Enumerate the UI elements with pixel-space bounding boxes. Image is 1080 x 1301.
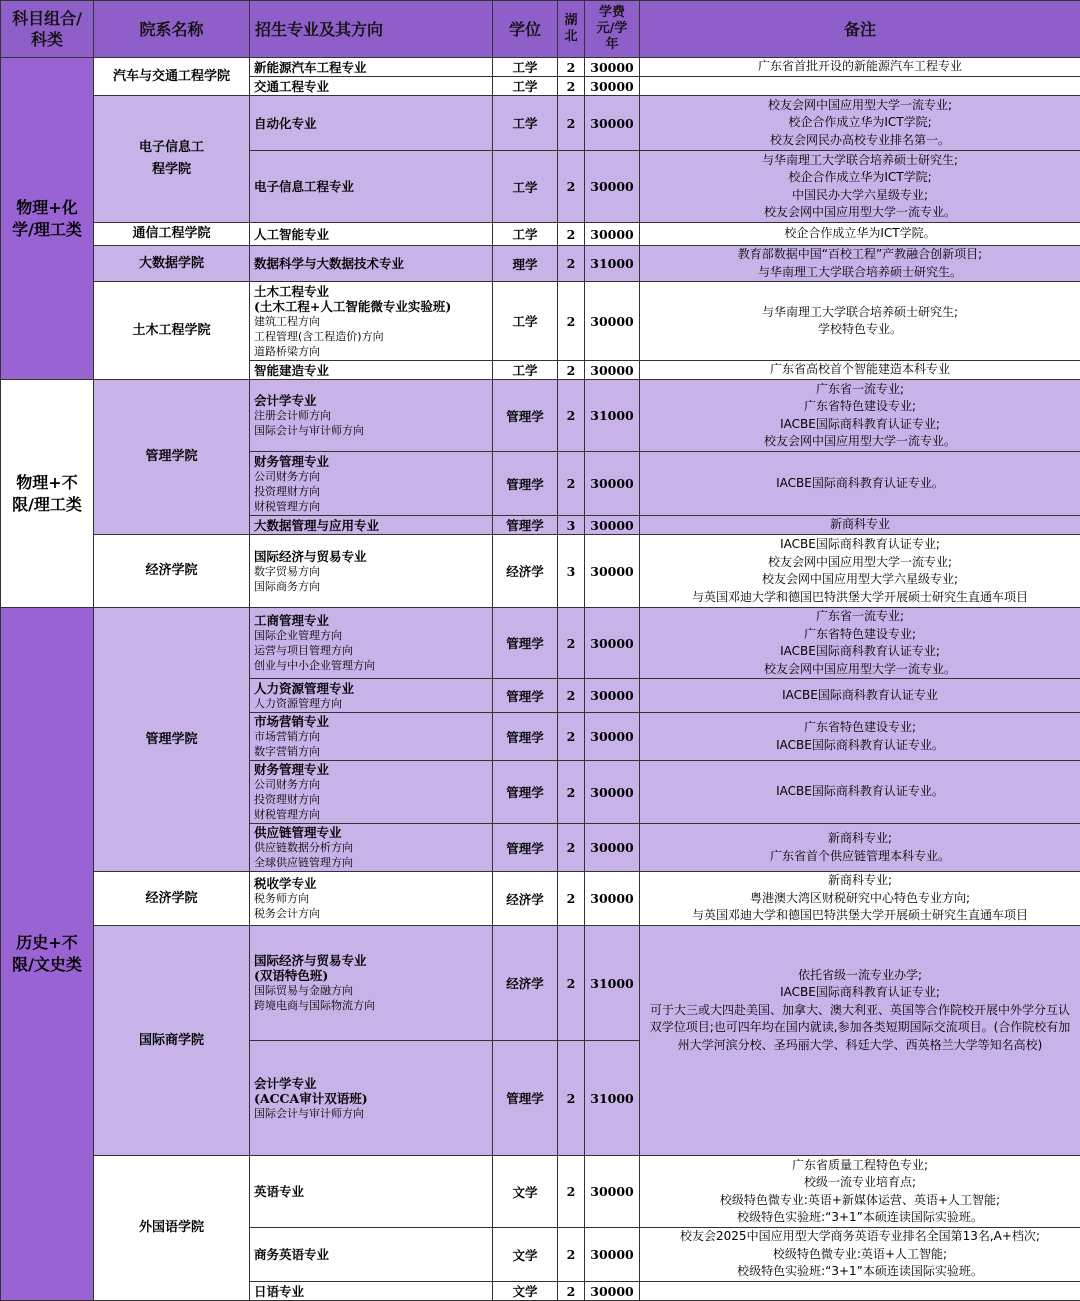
degree-cell: 工学 (493, 361, 558, 380)
major-name: 国际经济与贸易专业 (254, 549, 489, 564)
remark-line: IACBE国际商科教育认证专业; (643, 416, 1077, 434)
remarks-cell (640, 452, 1080, 516)
remark-line: 可于大三或大四赴美国、加拿大、澳大利亚、英国等合作院校开展中外学分互认双学位项目;也可四年均在国内就读,参加各类短期国际交流项目。(合作院校有加州大学河滨分校、圣玛丽大学、科廷大学、西英格兰大学等知名高校) (643, 1002, 1077, 1055)
degree-cell: 管理学 (493, 516, 558, 535)
degree-cell: 工学 (493, 282, 558, 361)
subject-group-cell: 物理+不限/理工类 (1, 380, 94, 608)
major-direction: 公司财务方向 (254, 777, 489, 792)
fee-cell: 30000 (585, 96, 640, 151)
major-name: 数据科学与大数据技术专业 (254, 256, 489, 271)
major-direction: 跨境电商与国际物流方向 (254, 998, 489, 1013)
degree-cell: 管理学 (493, 608, 558, 679)
major-direction: 国际商务方向 (254, 579, 489, 594)
fee-cell: 30000 (585, 282, 640, 361)
major-name: 会计学专业 (254, 1076, 489, 1091)
remark-line: 广东省高校首个智能建造本科专业 (643, 361, 1077, 379)
major-cell (250, 1041, 493, 1156)
remarks-cell (640, 1228, 1080, 1282)
degree-cell: 管理学 (493, 452, 558, 516)
degree-cell: 经济学 (493, 535, 558, 608)
major-direction: 国际会计与审计师方向 (254, 1106, 489, 1121)
remark-line: 校级特色实验班:“3+1”本硕连读国际实验班。 (643, 1263, 1077, 1281)
fee-cell: 30000 (585, 361, 640, 380)
major-direction: 税务师方向 (254, 891, 489, 906)
degree-cell: 文学 (493, 1156, 558, 1228)
hubei-cell: 2 (558, 96, 585, 151)
college-cell: 电子信息工程学院 (94, 96, 250, 223)
major-direction: 财税管理方向 (254, 499, 489, 514)
remark-line: IACBE国际商科教育认证专业; (643, 643, 1077, 661)
remark-line: 广东省一流专业; (643, 381, 1077, 399)
remarks-cell (640, 151, 1080, 223)
remarks-cell (640, 516, 1080, 535)
fee-cell: 30000 (585, 713, 640, 761)
header-college: 院系名称 (94, 1, 250, 58)
hubei-cell: 2 (558, 608, 585, 679)
major-name: 国际经济与贸易专业 (254, 953, 489, 968)
table-row (1, 535, 1080, 608)
remark-line: 校企合作成立华为ICT学院; (643, 169, 1077, 187)
major-name: 财务管理专业 (254, 454, 489, 469)
remark-line: 校友会网中国应用型大学一流专业; (643, 554, 1077, 572)
table-row (1, 872, 1080, 926)
fee-cell: 30000 (585, 151, 640, 223)
major-direction: 创业与中小企业管理方向 (254, 658, 489, 673)
subject-group-cell: 物理+化学/理工类 (1, 58, 94, 380)
hubei-cell: 2 (558, 361, 585, 380)
major-direction: 供应链数据分析方向 (254, 840, 489, 855)
major-name: 市场营销专业 (254, 714, 489, 729)
hubei-cell: 2 (558, 151, 585, 223)
college-cell: 管理学院 (94, 380, 250, 535)
remark-line: 与华南理工大学联合培养硕士研究生; (643, 152, 1077, 170)
remark-line: 校友会网中国应用型大学一流专业。 (643, 204, 1077, 222)
remark-line: IACBE国际商科教育认证专业。 (643, 783, 1077, 801)
college-cell: 管理学院 (94, 608, 250, 872)
header-subject-group: 科目组合/科类 (1, 1, 94, 58)
major-name: 交通工程专业 (254, 79, 489, 94)
degree-cell: 工学 (493, 77, 558, 96)
remark-line: 广东省特色建设专业; (643, 719, 1077, 737)
fee-cell: 30000 (585, 535, 640, 608)
fee-cell: 30000 (585, 761, 640, 824)
major-direction: 财税管理方向 (254, 807, 489, 822)
fee-cell: 30000 (585, 872, 640, 926)
major-cell (250, 361, 493, 380)
major-cell (250, 282, 493, 361)
header-hubei: 湖北 (558, 1, 585, 58)
degree-cell: 管理学 (493, 679, 558, 713)
remark-line: 广东省首个供应链管理本科专业。 (643, 848, 1077, 866)
fee-cell: 30000 (585, 223, 640, 246)
major-name: 智能建造专业 (254, 363, 489, 378)
major-cell (250, 872, 493, 926)
hubei-cell: 2 (558, 1282, 585, 1301)
remarks-cell (640, 58, 1080, 77)
remarks-cell (640, 380, 1080, 452)
major-direction: 国际企业管理方向 (254, 628, 489, 643)
remark-line: 依托省级一流专业办学; (643, 967, 1077, 985)
degree-cell: 文学 (493, 1228, 558, 1282)
hubei-cell: 2 (558, 1041, 585, 1156)
remark-line: 校友会网中国应用型大学一流专业; (643, 97, 1077, 115)
major-name: 英语专业 (254, 1184, 489, 1199)
header-major: 招生专业及其方向 (250, 1, 493, 58)
major-name: 土木工程专业 (254, 284, 489, 299)
major-cell (250, 452, 493, 516)
fee-cell: 30000 (585, 679, 640, 713)
major-direction: 运营与项目管理方向 (254, 643, 489, 658)
college-cell: 外国语学院 (94, 1156, 250, 1301)
remark-line: 学校特色专业。 (643, 321, 1077, 339)
remark-line: 新商科专业; (643, 830, 1077, 848)
remark-line: 广东省质量工程特色专业; (643, 1157, 1077, 1175)
major-direction: 道路桥梁方向 (254, 344, 489, 359)
table-row (1, 608, 1080, 679)
remark-line: 与英国邓迪大学和德国巴特洪堡大学开展硕士研究生直通车项目 (643, 589, 1077, 607)
remark-line: 与华南理工大学联合培养硕士研究生; (643, 304, 1077, 322)
college-cell: 国际商学院 (94, 926, 250, 1156)
remarks-cell (640, 608, 1080, 679)
major-cell (250, 96, 493, 151)
major-name: 工商管理专业 (254, 613, 489, 628)
degree-cell: 工学 (493, 223, 558, 246)
hubei-cell: 2 (558, 246, 585, 282)
remark-line: 校级特色微专业:英语+新媒体运营、英语+人工智能; (643, 1192, 1077, 1210)
header-row (1, 1, 1080, 58)
remark-line: 校友会网中国应用型大学一流专业。 (643, 433, 1077, 451)
remarks-cell (640, 926, 1080, 1156)
remarks-cell (640, 246, 1080, 282)
degree-cell: 理学 (493, 246, 558, 282)
remark-line: 教育部数据中国“百校工程”产教融合创新项目; (643, 246, 1077, 264)
table-row (1, 926, 1080, 1041)
major-name: 人工智能专业 (254, 227, 489, 242)
major-cell (250, 1228, 493, 1282)
major-name: 人力资源管理专业 (254, 681, 489, 696)
remarks-cell (640, 223, 1080, 246)
remark-line: 中国民办大学六星级专业; (643, 187, 1077, 205)
remark-line: 广东省一流专业; (643, 608, 1077, 626)
hubei-cell: 2 (558, 679, 585, 713)
major-cell (250, 246, 493, 282)
major-direction: 国际贸易与金融方向 (254, 983, 489, 998)
fee-cell: 30000 (585, 58, 640, 77)
hubei-cell: 3 (558, 516, 585, 535)
college-cell: 大数据学院 (94, 246, 250, 282)
remark-line: 与英国邓迪大学和德国巴特洪堡大学开展硕士研究生直通车项目 (643, 907, 1077, 925)
hubei-cell: 2 (558, 452, 585, 516)
hubei-cell: 2 (558, 926, 585, 1041)
hubei-cell: 2 (558, 713, 585, 761)
major-class: (土木工程+人工智能微专业实验班) (254, 299, 489, 314)
hubei-cell: 3 (558, 535, 585, 608)
college-cell: 汽车与交通工程学院 (94, 58, 250, 96)
major-cell (250, 77, 493, 96)
remark-line: 广东省特色建设专业; (643, 398, 1077, 416)
major-name: 新能源汽车工程专业 (254, 60, 489, 75)
degree-cell: 管理学 (493, 761, 558, 824)
degree-cell: 经济学 (493, 872, 558, 926)
major-direction: 投资理财方向 (254, 792, 489, 807)
major-name: 财务管理专业 (254, 762, 489, 777)
remarks-cell (640, 77, 1080, 96)
remark-line: 校友会网中国应用型大学一流专业。 (643, 661, 1077, 679)
table-row (1, 1156, 1080, 1228)
major-class: (ACCA审计双语班) (254, 1091, 489, 1106)
fee-cell: 31000 (585, 246, 640, 282)
major-class: (双语特色班) (254, 968, 489, 983)
remark-line: 广东省特色建设专业; (643, 626, 1077, 644)
major-name: 大数据管理与应用专业 (254, 518, 489, 533)
college-cell: 经济学院 (94, 872, 250, 926)
remark-line: 校级特色微专业:英语+人工智能; (643, 1246, 1077, 1264)
major-direction: 公司财务方向 (254, 469, 489, 484)
remarks-cell (640, 679, 1080, 713)
remark-line: 校友会2025中国应用型大学商务英语专业排名全国第13名,A+档次; (643, 1228, 1077, 1246)
degree-cell: 管理学 (493, 380, 558, 452)
major-direction: 工程管理(含工程造价)方向 (254, 329, 489, 344)
degree-cell: 工学 (493, 58, 558, 77)
major-direction: 全球供应链管理方向 (254, 855, 489, 870)
hubei-cell: 2 (558, 1156, 585, 1228)
major-name: 电子信息工程专业 (254, 179, 489, 194)
hubei-cell: 2 (558, 824, 585, 872)
hubei-cell: 2 (558, 223, 585, 246)
hubei-cell: 2 (558, 282, 585, 361)
fee-cell: 30000 (585, 608, 640, 679)
fee-cell: 30000 (585, 1228, 640, 1282)
major-name: 会计学专业 (254, 393, 489, 408)
remarks-cell (640, 761, 1080, 824)
major-direction: 市场营销方向 (254, 729, 489, 744)
degree-cell: 管理学 (493, 713, 558, 761)
table-row (1, 96, 1080, 151)
table-row (1, 380, 1080, 452)
fee-cell: 31000 (585, 380, 640, 452)
remark-line: 校企合作成立华为ICT学院。 (643, 225, 1077, 243)
degree-cell: 工学 (493, 151, 558, 223)
remarks-cell (640, 713, 1080, 761)
fee-cell: 30000 (585, 1156, 640, 1228)
remark-line: 校级一流专业培育点; (643, 1174, 1077, 1192)
major-cell (250, 380, 493, 452)
remark-line: IACBE国际商科教育认证专业; (643, 536, 1077, 554)
remark-line: 校友会网中国应用型大学六星级专业; (643, 571, 1077, 589)
hubei-cell: 2 (558, 1228, 585, 1282)
fee-cell: 31000 (585, 1041, 640, 1156)
header-degree: 学位 (493, 1, 558, 58)
fee-cell: 30000 (585, 452, 640, 516)
major-cell (250, 761, 493, 824)
remark-line: IACBE国际商科教育认证专业 (643, 687, 1077, 705)
table-row (1, 282, 1080, 361)
hubei-cell: 2 (558, 58, 585, 77)
major-cell (250, 713, 493, 761)
remark-line: 校级特色实验班:“3+1”本硕连读国际实验班。 (643, 1209, 1077, 1227)
table-row (1, 223, 1080, 246)
major-direction: 建筑工程方向 (254, 314, 489, 329)
remark-line: 新商科专业; (643, 872, 1077, 890)
fee-cell: 30000 (585, 1282, 640, 1301)
remark-line: IACBE国际商科教育认证专业。 (643, 475, 1077, 493)
major-name: 自动化专业 (254, 116, 489, 131)
header-remarks: 备注 (640, 1, 1080, 58)
major-cell (250, 516, 493, 535)
major-cell (250, 535, 493, 608)
remarks-cell (640, 535, 1080, 608)
remarks-cell (640, 282, 1080, 361)
remarks-cell (640, 824, 1080, 872)
college-cell: 通信工程学院 (94, 223, 250, 246)
major-name: 商务英语专业 (254, 1247, 489, 1262)
remarks-cell (640, 1156, 1080, 1228)
remark-line: 校企合作成立华为ICT学院; (643, 114, 1077, 132)
remarks-cell (640, 361, 1080, 380)
major-direction: 税务会计方向 (254, 906, 489, 921)
fee-cell: 30000 (585, 77, 640, 96)
major-direction: 投资理财方向 (254, 484, 489, 499)
major-direction: 注册会计师方向 (254, 408, 489, 423)
remark-line: IACBE国际商科教育认证专业。 (643, 737, 1077, 755)
degree-cell: 管理学 (493, 824, 558, 872)
remarks-cell (640, 1282, 1080, 1301)
college-cell: 土木工程学院 (94, 282, 250, 380)
fee-cell: 30000 (585, 824, 640, 872)
table-row (1, 58, 1080, 77)
major-direction: 国际会计与审计师方向 (254, 423, 489, 438)
college-cell: 经济学院 (94, 535, 250, 608)
degree-cell: 工学 (493, 96, 558, 151)
hubei-cell: 2 (558, 872, 585, 926)
remark-line: 与华南理工大学联合培养硕士研究生。 (643, 264, 1077, 282)
major-cell (250, 679, 493, 713)
remarks-cell (640, 96, 1080, 151)
major-name: 日语专业 (254, 1284, 489, 1299)
major-direction: 人力资源管理方向 (254, 696, 489, 711)
table-row (1, 246, 1080, 282)
hubei-cell: 2 (558, 77, 585, 96)
major-direction: 数字营销方向 (254, 744, 489, 759)
major-name: 供应链管理专业 (254, 825, 489, 840)
remark-line: 新商科专业 (643, 516, 1077, 534)
major-cell (250, 223, 493, 246)
major-cell (250, 58, 493, 77)
major-cell (250, 608, 493, 679)
degree-cell: 文学 (493, 1282, 558, 1301)
hubei-cell: 2 (558, 761, 585, 824)
major-cell (250, 926, 493, 1041)
major-cell (250, 824, 493, 872)
major-cell (250, 151, 493, 223)
remark-line: 粤港澳大湾区财税研究中心特色专业方向; (643, 890, 1077, 908)
major-cell (250, 1156, 493, 1228)
fee-cell: 31000 (585, 926, 640, 1041)
major-name: 税收学专业 (254, 876, 489, 891)
header-fee: 学费元/学年 (585, 1, 640, 58)
remark-line: IACBE国际商科教育认证专业; (643, 984, 1077, 1002)
remark-line: 广东省首批开设的新能源汽车工程专业 (643, 58, 1077, 76)
remarks-cell (640, 872, 1080, 926)
remark-line: 校友会网民办高校专业排名第一。 (643, 132, 1077, 150)
major-direction: 数字贸易方向 (254, 564, 489, 579)
degree-cell: 经济学 (493, 926, 558, 1041)
subject-group-cell: 历史+不限/文史类 (1, 608, 94, 1301)
hubei-cell: 2 (558, 380, 585, 452)
fee-cell: 30000 (585, 516, 640, 535)
major-cell (250, 1282, 493, 1301)
degree-cell: 管理学 (493, 1041, 558, 1156)
